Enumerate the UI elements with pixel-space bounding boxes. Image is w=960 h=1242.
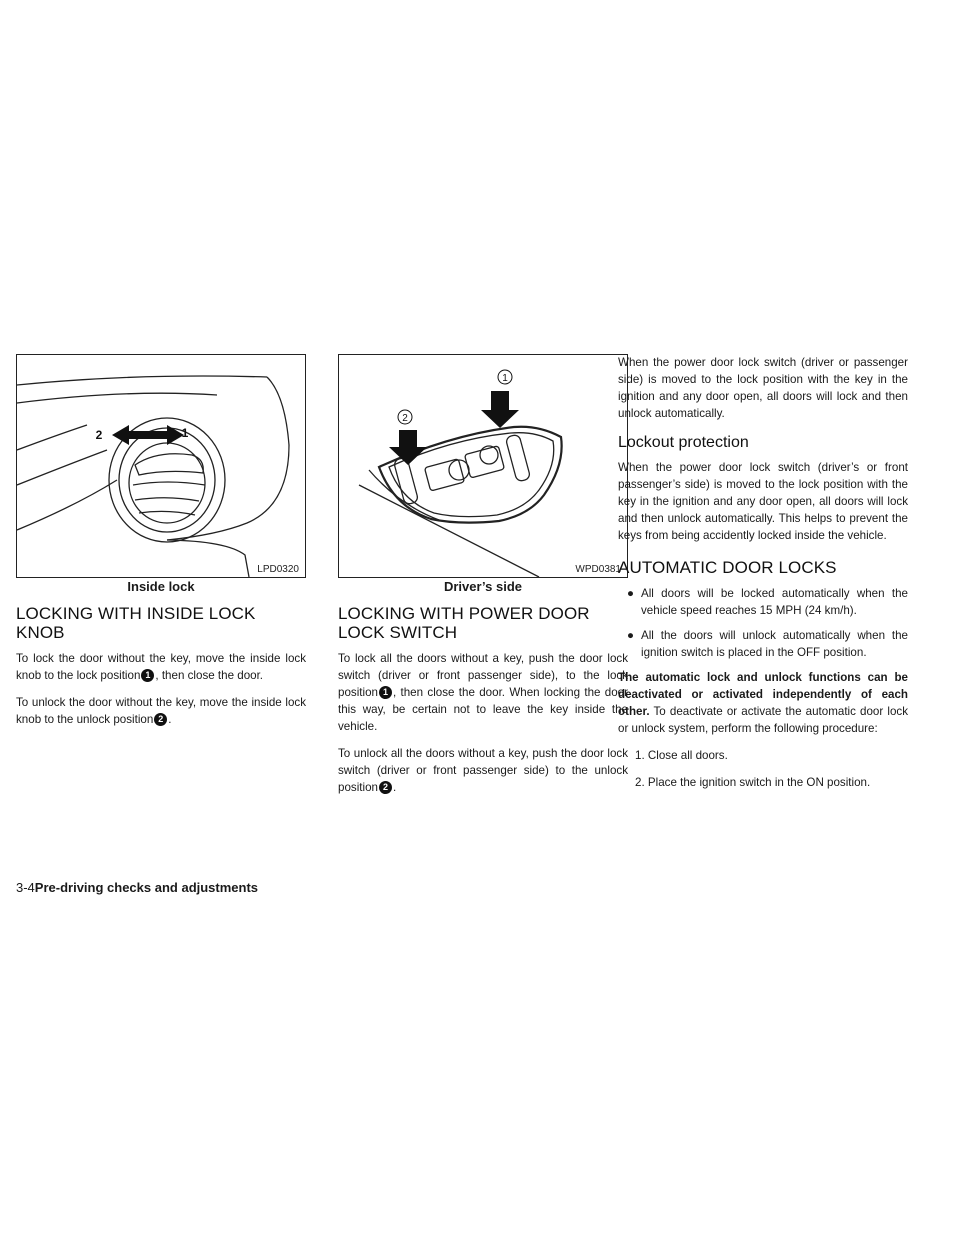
lockout-paragraph: When the power door lock switch (driver’s or front passenger’s side) is moved to the lock position with the key in the ignition and any door open, all doors will lock and then unlock automatically. This helps to prevent the keys from being accidently locked inside the vehicle. <box>618 461 908 542</box>
inside-lock-illustration <box>17 355 305 577</box>
figure-caption: Inside lock <box>127 579 195 594</box>
list-item <box>618 627 908 661</box>
text: To lock the door without the key, move the inside lock knob to the lock position <box>16 652 306 682</box>
paragraph-unlock <box>338 745 628 796</box>
text: . <box>168 713 172 726</box>
paragraph-lock <box>338 650 628 735</box>
callout-1-icon: 1 <box>379 686 392 699</box>
list-item: 1. Close all doors. <box>635 749 728 762</box>
inside-lock-figure <box>16 354 306 578</box>
section-title: Pre-driving checks and adjustments <box>34 880 259 895</box>
text: , then close the door. <box>155 669 264 682</box>
bold-text: The automatic lock and unlock functions can be deactivated or activated independently of each other. <box>618 671 908 718</box>
callout-2-icon: 2 <box>379 781 392 794</box>
power-lock-callout-1: 1 <box>502 373 508 384</box>
text: To unlock the door without the key, move the inside lock knob to the unlock position <box>16 696 306 726</box>
list-item: 2. Place the ignition switch in the ON position. <box>635 776 871 789</box>
section-heading: AUTOMATIC DOOR LOCKS <box>618 558 837 577</box>
intro-paragraph: When the power door lock switch (driver or passenger side) is moved to the lock position with the key in the ignition and any door open, all doors will lock and then unlock automatically. <box>618 356 908 420</box>
bullet-icon: ● <box>627 587 635 600</box>
power-lock-illustration <box>339 355 627 577</box>
paragraph-unlock <box>16 694 306 728</box>
section-heading: LOCKING WITH POWER DOOR LOCK SWITCH <box>338 604 590 642</box>
figure-code: LPD0320 <box>257 564 299 575</box>
paragraph-lock <box>16 650 306 684</box>
bullet-icon: ● <box>627 629 635 642</box>
inside-lock-callout-1: 1 <box>181 426 189 440</box>
text: All doors will be locked automatically when the vehicle speed reaches 15 MPH (24 km/h). <box>641 587 908 617</box>
page-footer <box>16 880 258 896</box>
callout-2-icon: 2 <box>154 713 167 726</box>
figure-code: WPD0381 <box>575 564 621 575</box>
figure-caption: Driver’s side <box>443 579 523 594</box>
column-automatic-locks <box>618 354 908 801</box>
page-number: 3-4 <box>16 880 35 895</box>
subsection-heading: Lockout protection <box>618 434 749 451</box>
bullet-list <box>618 585 908 661</box>
text: To lock all the doors without a key, push the door lock switch (driver or front passenger side), to the lock position <box>338 652 628 699</box>
column-inside-lock <box>16 354 306 738</box>
text: To deactivate or activate the automatic door lock or unlock system, perform the following procedure: <box>618 705 908 735</box>
column-power-lock <box>338 354 628 806</box>
section-heading: LOCKING WITH INSIDE LOCK KNOB <box>16 604 256 642</box>
power-lock-callout-2: 2 <box>402 413 408 424</box>
text: All the doors will unlock automatically when the ignition switch is placed in the OFF position. <box>641 629 908 659</box>
procedure-intro <box>618 669 908 737</box>
list-item <box>618 585 908 619</box>
text: . <box>392 781 397 794</box>
callout-1-icon: 1 <box>141 669 154 682</box>
power-lock-figure <box>338 354 628 578</box>
inside-lock-callout-2: 2 <box>95 428 103 442</box>
text: , then close the door. When locking the door this way, be certain not to leave the key inside the vehicle. <box>338 686 628 733</box>
text: To unlock all the doors without a key, push the door lock switch (driver or front passenger side) to the unlock position <box>338 747 628 794</box>
steps-list <box>618 747 908 791</box>
